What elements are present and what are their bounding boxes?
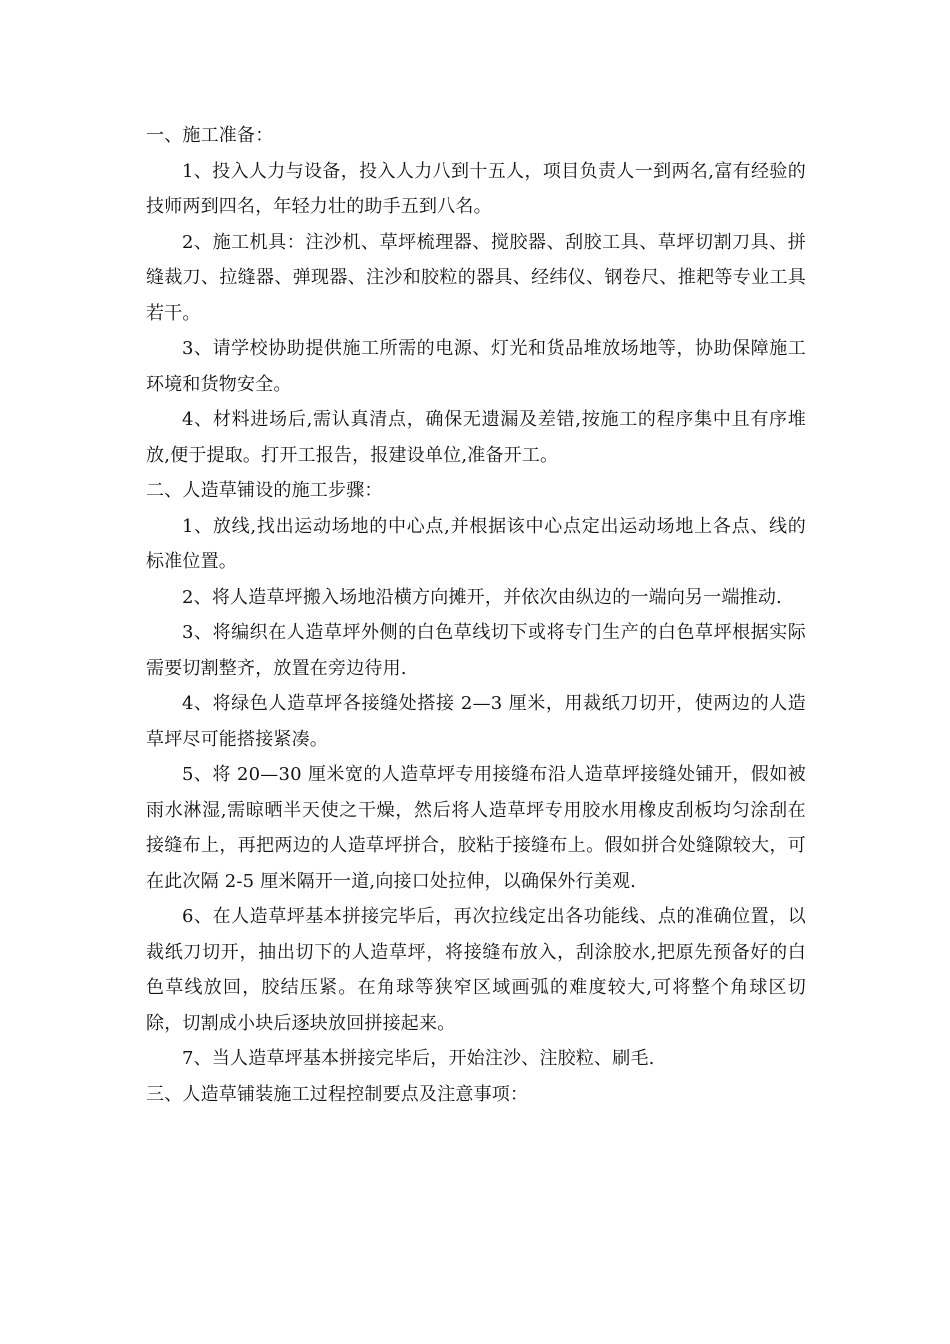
paragraph: 3、将编织在人造草坪外侧的白色草线切下或将专门生产的白色草坪根据实际需要切割整齐，放置在旁边待用.: [146, 622, 806, 679]
paragraph: 2、将人造草坪搬入场地沿横方向摊开，并依次由纵边的一端向另一端推动.: [182, 586, 782, 608]
paragraph: 2、施工机具：注沙机、草坪梳理器、搅胶器、刮胶工具、草坪切割刀具、拼缝裁刀、拉缝器、弹现器、注沙和胶粒的器具、经纬仪、钢卷尺、推耙等专业工具若干。: [146, 231, 806, 324]
paragraph: 1、投入人力与设备，投入人力八到十五人，项目负责人一到两名,富有经验的技师两到四名，年轻力壮的助手五到八名。: [146, 160, 806, 217]
paragraph: 4、材料进场后,需认真清点，确保无遗漏及差错,按施工的程序集中且有序堆放,便于提取。打开工报告，报建设单位,准备开工。: [146, 409, 806, 466]
paragraph: 7、当人造草坪基本拼接完毕后，开始注沙、注胶粒、刷毛.: [182, 1048, 655, 1069]
paragraph: 6、在人造草坪基本拼接完毕后，再次拉线定出各功能线、点的准确位置，以裁纸刀切开，抽出切下的人造草坪，将接缝布放入，刮涂胶水,把原先预备好的白色草线放回，胶结压紧。在角球等狭窄区域画弧的难度较大,可将整个角球区切除，切割成小块后逐块放回拼接起来。: [146, 906, 806, 1034]
section-heading: 二、人造草铺设的施工步骤：: [146, 480, 383, 501]
paragraph: 5、将 20—30 厘米宽的人造草坪专用接缝布沿人造草坪接缝处铺开，假如被雨水淋湿,需晾晒半天使之干燥，然后将人造草坪专用胶水用橡皮刮板均匀涂刮在接缝布上，再把两边的人造草坪拼合，胶粘于接缝布上。假如拼合处缝隙较大，可在此次隔 2-5 厘米隔开一道,向接口处拉伸，以确保外行美观.: [146, 764, 806, 892]
paragraph: 3、请学校协助提供施工所需的电源、灯光和货品堆放场地等，协助保障施工环境和货物安全。: [146, 338, 806, 395]
section-heading: 三、人造草铺装施工过程控制要点及注意事项：: [146, 1083, 529, 1105]
document-page: [146, 118, 806, 1112]
section-heading: 一、施工准备：: [146, 125, 274, 146]
paragraph: 1、放线,找出运动场地的中心点,并根据该中心点定出运动场地上各点、线的标准位置。: [146, 515, 806, 572]
paragraph: 4、将绿色人造草坪各接缝处搭接 2—3 厘米，用裁纸刀切开，使两边的人造草坪尽可能搭接紧凑。: [146, 693, 806, 750]
